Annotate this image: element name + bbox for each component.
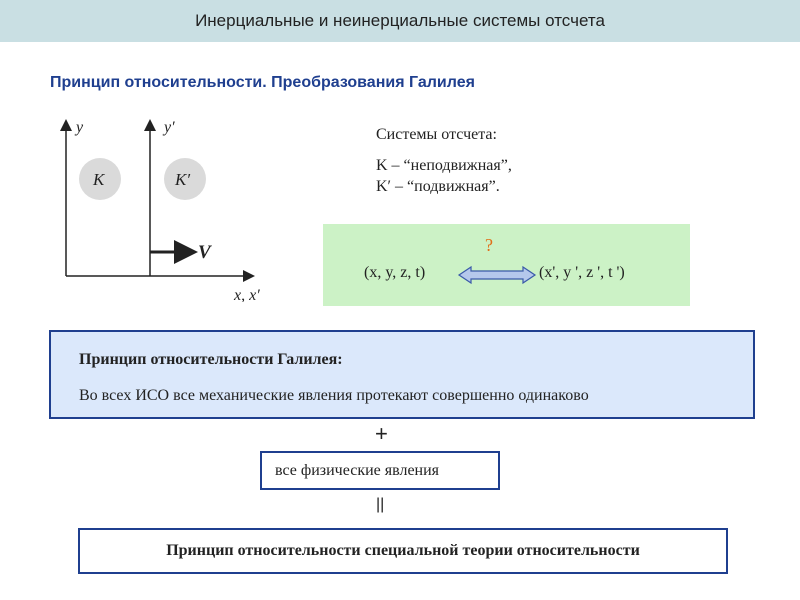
special-relativity-principle-box <box>78 528 728 574</box>
x-axis-label: x, x′ <box>234 287 260 302</box>
y-prime-axis-label: y′ <box>164 119 175 136</box>
frames-title: Системы отсчета: <box>376 126 497 143</box>
transformation-box <box>323 224 690 306</box>
coords-original: (x, y, z, t) <box>364 264 426 281</box>
parallel-sign: || <box>376 496 385 513</box>
question-mark: ? <box>485 235 493 255</box>
frame-k-label: K <box>93 170 105 189</box>
galilean-principle-box <box>49 330 755 419</box>
frame-k-description: K – “неподвижная”, <box>376 157 512 174</box>
y-axis-label: y <box>76 119 84 136</box>
section-subtitle: Принцип относительности. Преобразования Галилея <box>50 74 475 91</box>
slide-header <box>0 0 800 42</box>
slide-title: Инерциальные и неинерциальные системы отсчета <box>195 11 605 30</box>
frame-k-prime-label: K′ <box>175 170 191 189</box>
physical-phenomena-text: все физические явления <box>275 461 440 479</box>
double-arrow-icon <box>457 264 537 286</box>
special-relativity-principle-text: Принцип относительности специальной теории относительности <box>166 542 640 559</box>
galilean-principle-text: Во всех ИСО все механические явления протекают совершенно одинаково <box>79 387 589 404</box>
reference-frames-description <box>376 124 636 197</box>
plus-sign: + <box>375 421 388 446</box>
coords-transformed: (x', y ', z ', t ') <box>539 264 625 281</box>
reference-frames-diagram <box>40 112 290 302</box>
frame-k-prime-description: K′ – “подвижная”. <box>376 178 500 195</box>
physical-phenomena-box <box>260 451 500 490</box>
velocity-label: V <box>198 242 211 263</box>
galilean-principle-title: Принцип относительности Галилея: <box>79 351 343 368</box>
